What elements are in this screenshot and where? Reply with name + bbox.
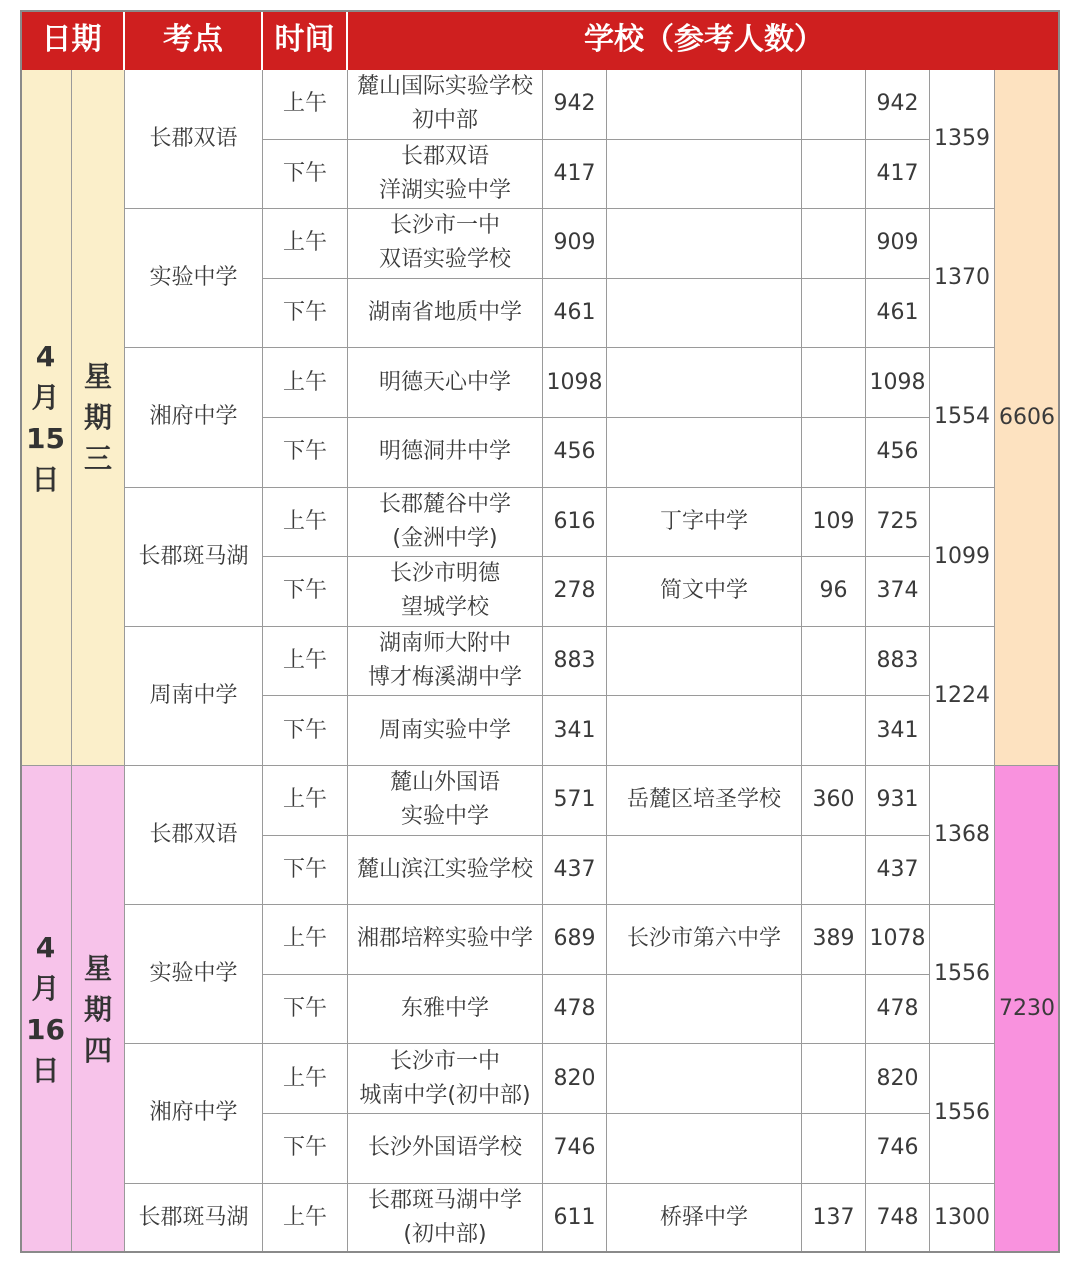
second-school-count-cell: 96	[802, 557, 866, 627]
school-name-cell: 湘郡培粹实验中学	[348, 905, 543, 975]
school-count-cell: 571	[543, 766, 607, 836]
school-count-cell: 942	[543, 70, 607, 140]
second-school-name-cell	[607, 1044, 802, 1114]
second-school-count-cell	[802, 348, 866, 418]
second-school-count-cell	[802, 1114, 866, 1184]
school-name-cell: 长沙市明德 望城学校	[348, 557, 543, 627]
session-sum-cell: 456	[866, 418, 930, 488]
venue-cell: 长郡斑马湖	[125, 488, 263, 627]
school-name-cell: 明德天心中学	[348, 348, 543, 418]
school-name-cell: 周南实验中学	[348, 696, 543, 766]
session-sum-cell: 725	[866, 488, 930, 558]
header-school: 学校（参考人数）	[348, 10, 1060, 70]
second-school-name-cell	[607, 696, 802, 766]
school-count-cell: 611	[543, 1184, 607, 1254]
venue-subtotal-cell: 1370	[930, 209, 995, 348]
school-name-cell: 长沙外国语学校	[348, 1114, 543, 1184]
date-cell: 4 月 16 日	[20, 766, 72, 1253]
school-name-cell: 麓山外国语 实验中学	[348, 766, 543, 836]
time-cell: 上午	[263, 70, 348, 140]
time-cell: 下午	[263, 696, 348, 766]
session-sum-cell: 461	[866, 279, 930, 349]
second-school-count-cell	[802, 279, 866, 349]
second-school-count-cell	[802, 1044, 866, 1114]
second-school-count-cell	[802, 70, 866, 140]
school-count-cell: 820	[543, 1044, 607, 1114]
second-school-count-cell: 360	[802, 766, 866, 836]
time-cell: 上午	[263, 766, 348, 836]
school-name-cell: 湖南省地质中学	[348, 279, 543, 349]
venue-cell: 周南中学	[125, 627, 263, 766]
date-cell: 4 月 15 日	[20, 70, 72, 766]
session-sum-cell: 341	[866, 696, 930, 766]
time-cell: 上午	[263, 627, 348, 697]
second-school-count-cell	[802, 836, 866, 906]
second-school-name-cell	[607, 209, 802, 279]
time-cell: 上午	[263, 905, 348, 975]
school-name-cell: 长沙市一中 城南中学(初中部)	[348, 1044, 543, 1114]
venue-subtotal-cell: 1359	[930, 70, 995, 209]
session-sum-cell: 909	[866, 209, 930, 279]
header-venue: 考点	[125, 10, 263, 70]
session-sum-cell: 942	[866, 70, 930, 140]
venue-cell: 湘府中学	[125, 348, 263, 487]
school-name-cell: 长郡斑马湖中学 (初中部)	[348, 1184, 543, 1254]
session-sum-cell: 437	[866, 836, 930, 906]
second-school-count-cell	[802, 140, 866, 210]
second-school-count-cell	[802, 975, 866, 1045]
school-count-cell: 341	[543, 696, 607, 766]
second-school-name-cell	[607, 140, 802, 210]
second-school-count-cell: 109	[802, 488, 866, 558]
school-count-cell: 456	[543, 418, 607, 488]
school-count-cell: 689	[543, 905, 607, 975]
second-school-name-cell	[607, 418, 802, 488]
second-school-name-cell: 长沙市第六中学	[607, 905, 802, 975]
school-count-cell: 278	[543, 557, 607, 627]
header-time: 时间	[263, 10, 348, 70]
school-count-cell: 746	[543, 1114, 607, 1184]
school-count-cell: 437	[543, 836, 607, 906]
venue-subtotal-cell: 1368	[930, 766, 995, 905]
second-school-name-cell	[607, 627, 802, 697]
session-sum-cell: 931	[866, 766, 930, 836]
second-school-name-cell	[607, 1114, 802, 1184]
time-cell: 上午	[263, 348, 348, 418]
venue-subtotal-cell: 1099	[930, 488, 995, 627]
time-cell: 上午	[263, 209, 348, 279]
session-sum-cell: 883	[866, 627, 930, 697]
venue-cell: 长郡斑马湖	[125, 1184, 263, 1254]
school-count-cell: 417	[543, 140, 607, 210]
header-date: 日期	[20, 10, 125, 70]
session-sum-cell: 1098	[866, 348, 930, 418]
time-cell: 下午	[263, 836, 348, 906]
second-school-name-cell	[607, 975, 802, 1045]
session-sum-cell: 478	[866, 975, 930, 1045]
venue-subtotal-cell: 1224	[930, 627, 995, 766]
venue-subtotal-cell: 1556	[930, 905, 995, 1044]
venue-cell: 实验中学	[125, 209, 263, 348]
school-name-cell: 东雅中学	[348, 975, 543, 1045]
time-cell: 下午	[263, 557, 348, 627]
venue-subtotal-cell: 1554	[930, 348, 995, 487]
time-cell: 上午	[263, 1184, 348, 1254]
second-school-name-cell: 丁字中学	[607, 488, 802, 558]
school-count-cell: 461	[543, 279, 607, 349]
second-school-count-cell	[802, 418, 866, 488]
second-school-count-cell	[802, 209, 866, 279]
school-count-cell: 883	[543, 627, 607, 697]
session-sum-cell: 417	[866, 140, 930, 210]
school-name-cell: 长沙市一中 双语实验学校	[348, 209, 543, 279]
second-school-name-cell: 岳麓区培圣学校	[607, 766, 802, 836]
session-sum-cell: 746	[866, 1114, 930, 1184]
time-cell: 下午	[263, 140, 348, 210]
venue-cell: 长郡双语	[125, 766, 263, 905]
time-cell: 上午	[263, 488, 348, 558]
second-school-name-cell	[607, 279, 802, 349]
school-count-cell: 909	[543, 209, 607, 279]
venue-cell: 湘府中学	[125, 1044, 263, 1183]
weekday-cell: 星 期 三	[72, 70, 125, 766]
day-total-cell: 6606	[995, 70, 1060, 766]
second-school-name-cell	[607, 70, 802, 140]
session-sum-cell: 1078	[866, 905, 930, 975]
second-school-name-cell	[607, 348, 802, 418]
session-sum-cell: 820	[866, 1044, 930, 1114]
time-cell: 下午	[263, 279, 348, 349]
second-school-name-cell	[607, 836, 802, 906]
time-cell: 下午	[263, 418, 348, 488]
school-count-cell: 478	[543, 975, 607, 1045]
school-name-cell: 麓山国际实验学校 初中部	[348, 70, 543, 140]
second-school-name-cell: 桥驿中学	[607, 1184, 802, 1254]
time-cell: 上午	[263, 1044, 348, 1114]
day-total-cell: 7230	[995, 766, 1060, 1253]
second-school-count-cell: 389	[802, 905, 866, 975]
venue-subtotal-cell: 1300	[930, 1184, 995, 1254]
school-name-cell: 长郡双语 洋湖实验中学	[348, 140, 543, 210]
second-school-name-cell: 简文中学	[607, 557, 802, 627]
second-school-count-cell	[802, 696, 866, 766]
weekday-cell: 星 期 四	[72, 766, 125, 1253]
second-school-count-cell: 137	[802, 1184, 866, 1254]
venue-cell: 实验中学	[125, 905, 263, 1044]
school-count-cell: 616	[543, 488, 607, 558]
second-school-count-cell	[802, 627, 866, 697]
school-name-cell: 麓山滨江实验学校	[348, 836, 543, 906]
school-name-cell: 长郡麓谷中学 (金洲中学)	[348, 488, 543, 558]
school-name-cell: 明德洞井中学	[348, 418, 543, 488]
time-cell: 下午	[263, 1114, 348, 1184]
time-cell: 下午	[263, 975, 348, 1045]
school-count-cell: 1098	[543, 348, 607, 418]
session-sum-cell: 374	[866, 557, 930, 627]
session-sum-cell: 748	[866, 1184, 930, 1254]
school-name-cell: 湖南师大附中 博才梅溪湖中学	[348, 627, 543, 697]
venue-cell: 长郡双语	[125, 70, 263, 209]
venue-subtotal-cell: 1556	[930, 1044, 995, 1183]
